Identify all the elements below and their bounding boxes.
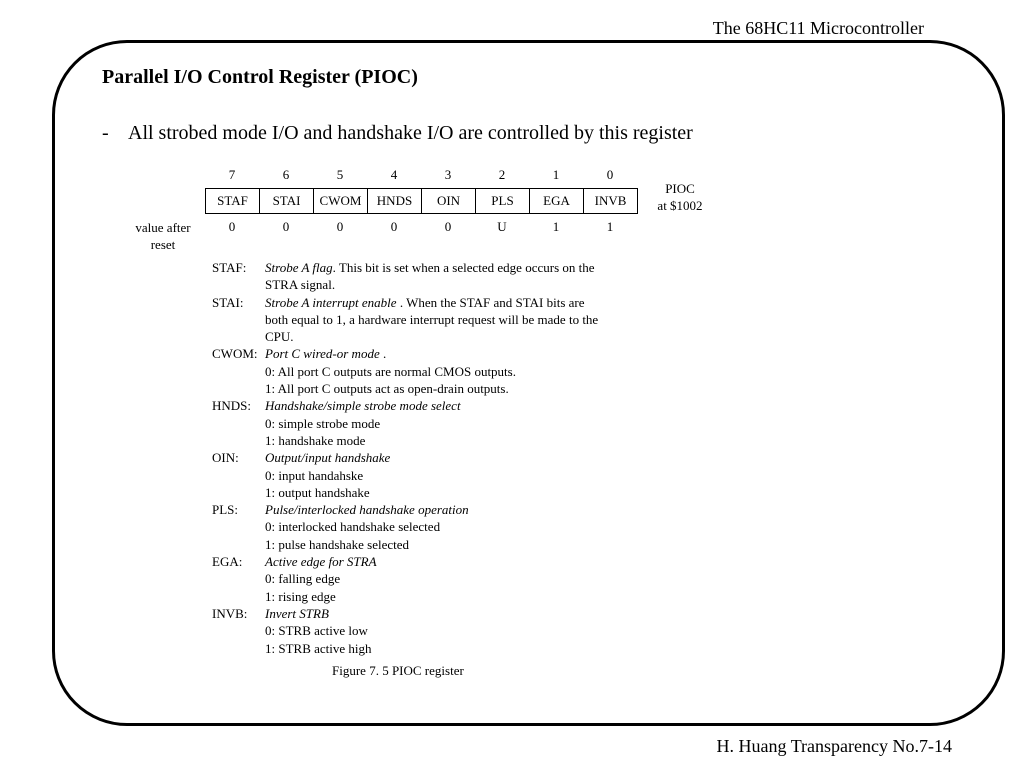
register-field-ega: EGA [530,189,584,213]
description-line [212,518,655,535]
field-summary: . When the STAF and STAI bits are [396,294,585,310]
bullet-point [102,122,693,145]
field-title: Handshake/simple strobe mode select [265,398,461,414]
description-line [212,484,655,501]
reset-label [120,219,206,253]
description-line [212,536,655,553]
description-text: 1: handshake mode [265,432,366,448]
field-label: CWOM: [212,346,258,362]
field-title: Active edge for STRA [265,554,377,570]
description-first-line [265,605,655,622]
description-line [212,380,655,397]
field-label: HNDS: [212,398,252,414]
spacer [212,588,265,605]
reset-value: U [497,219,507,234]
field-label: INVB: [212,605,248,621]
register-field-cwom: CWOM [314,189,368,213]
reset-value: 0 [228,219,236,234]
description-text: 0: input handahske [265,467,364,483]
spacer [212,467,265,484]
description-pls [212,501,655,518]
register-field-pls: PLS [476,189,530,213]
spacer [212,276,265,293]
spacer [212,484,265,501]
description-text: 1: output handshake [265,484,370,500]
bit-number: 1 [552,167,560,182]
spacer [212,328,265,345]
register-field-staf: STAF [206,189,260,213]
bit-number: 0 [606,167,614,182]
description-line [212,570,655,587]
spacer [212,570,265,587]
description-staf [212,259,655,276]
description-text: STRA signal. [265,277,336,293]
field-title: Strobe A flag [265,260,333,275]
slide-header: The 68HC11 Microcontroller [712,18,924,38]
reset-value: 1 [606,219,614,234]
description-hnds [212,397,655,414]
register-field-stai: STAI [260,189,314,213]
spacer [212,363,265,380]
description-invb [212,605,655,622]
description-ega [212,553,655,570]
description-first-line [265,345,655,362]
description-line [212,276,655,293]
field-label: STAI: [212,294,244,310]
field-title: Pulse/interlocked handshake operation [265,502,469,518]
description-first-line [265,501,655,518]
register-field-hnds: HNDS [368,189,422,213]
bullet-text: All strobed mode I/O and handshake I/O are controlled by this register [128,122,693,144]
description-first-line [265,553,655,570]
description-line [212,415,655,432]
description-text: 0: falling edge [265,571,341,587]
description-line [212,432,655,449]
description-first-line [265,397,655,414]
reset-value: 0 [282,219,290,234]
description-text: 1: rising edge [265,588,336,604]
reset-label-line: value after [135,220,191,235]
field-title: Strobe A interrupt enable [265,294,397,310]
register-field-oin: OIN [422,189,476,213]
bit-number: 3 [444,167,452,182]
bit-number: 6 [282,167,290,182]
spacer [212,622,265,639]
spacer [212,380,265,397]
bit-number: 2 [498,167,506,182]
field-summary: . [379,346,387,362]
register-address: at $1002 [657,198,703,213]
description-cwom [212,345,655,362]
description-text: 1: STRB active high [265,640,372,656]
spacer [212,432,265,449]
description-oin [212,449,655,466]
register-diagram [205,188,638,214]
description-text: CPU. [265,329,294,345]
reset-value: 1 [552,219,560,234]
slide-title: Parallel I/O Control Register (PIOC) [102,66,418,88]
description-text: 0: All port C outputs are normal CMOS outputs. [265,363,516,379]
description-line [212,588,655,605]
field-descriptions [212,259,655,657]
description-line [212,622,655,639]
description-line [212,311,655,328]
figure-caption: Figure 7. 5 PIOC register [332,663,464,678]
description-line [212,328,655,345]
field-summary: . This bit is set when a selected edge occurs on the [332,260,595,275]
field-label: OIN: [212,450,239,466]
spacer [212,640,265,657]
bullet-dash: - [102,122,109,144]
reset-label-line: reset [150,237,176,252]
bit-number: 4 [390,167,398,182]
spacer [212,415,265,432]
register-name [640,180,720,214]
field-title: Output/input handshake [265,450,391,466]
bit-number: 7 [228,167,236,182]
description-first-line [265,259,655,276]
reset-value: 0 [390,219,398,234]
field-label: STAF: [212,260,247,275]
field-label: EGA: [212,554,243,570]
description-stai [212,294,655,311]
description-text: 0: simple strobe mode [265,415,381,431]
bit-number: 5 [336,167,344,182]
reset-value: 0 [444,219,452,234]
description-line [212,467,655,484]
spacer [212,311,265,328]
description-line [212,363,655,380]
register-field-invb: INVB [594,193,627,208]
description-text: 0: interlocked handshake selected [265,519,441,535]
spacer [212,518,265,535]
field-title: Invert STRB [265,605,329,621]
description-text: 1: All port C outputs act as open-drain outputs. [265,381,509,397]
description-line [212,640,655,657]
description-text: 1: pulse handshake selected [265,536,410,552]
description-text: both equal to 1, a hardware interrupt request will be made to the [265,311,599,327]
register-label: PIOC [665,181,695,196]
description-first-line [265,294,655,311]
spacer [212,536,265,553]
field-title: Port C wired-or mode [265,346,380,362]
description-text: 0: STRB active low [265,623,368,639]
reset-value: 0 [336,219,344,234]
slide-footer: H. Huang Transparency No.7-14 [716,736,952,756]
field-label: PLS: [212,502,239,518]
description-first-line [265,449,655,466]
